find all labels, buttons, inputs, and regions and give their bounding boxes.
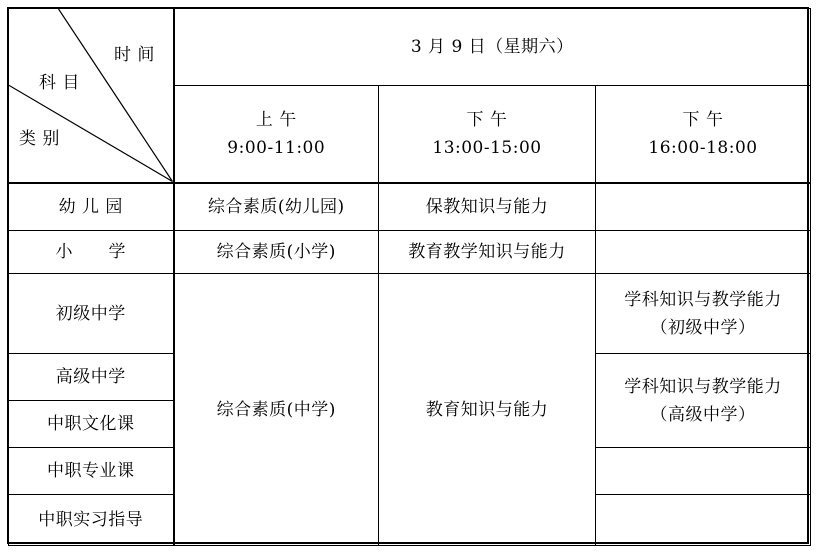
session-afternoon1-time: 13:00-15:00 (432, 137, 542, 158)
exam-schedule-table (8, 8, 811, 546)
kindergarten-session2-subject: 保教知识与能力 (379, 183, 596, 231)
session-afternoon1-label: 下 午 (466, 109, 508, 130)
session-afternoon2-time: 16:00-18:00 (648, 137, 758, 158)
exam-date-cell: 3 月 9 日（星期六） (174, 9, 811, 86)
corner-category-label: 类 别 (19, 129, 60, 149)
corner-time-label: 时 间 (114, 45, 155, 65)
kindergarten-session3-subject (596, 183, 811, 231)
senior-subject-line2: （高级中学） (650, 404, 756, 425)
junior-subject-line2: （初级中学） (650, 317, 756, 338)
session-afternoon1-cell (379, 86, 596, 183)
category-junior-middle: 初级中学 (9, 274, 174, 354)
session-morning-time: 9:00-11:00 (227, 137, 326, 158)
category-vocational-major: 中职专业课 (9, 448, 174, 495)
header-corner-cell (9, 9, 174, 183)
session-morning-label: 上 午 (255, 109, 297, 130)
primary-session1-subject: 综合素质(小学) (174, 231, 379, 274)
session-afternoon2-cell (596, 86, 811, 183)
primary-session3-subject (596, 231, 811, 274)
session-afternoon2-label: 下 午 (682, 109, 724, 130)
senior-session3-subject (596, 354, 811, 448)
category-vocational-culture: 中职文化课 (9, 401, 174, 448)
secondary-session1-subject: 综合素质(中学) (174, 274, 379, 546)
junior-session3-subject (596, 274, 811, 354)
vocational-practice-session3-subject (596, 495, 811, 546)
junior-subject-line1: 学科知识与教学能力 (624, 289, 782, 310)
session-morning-cell (174, 86, 379, 183)
corner-diagonal-lines (9, 9, 173, 182)
category-kindergarten: 幼 儿 园 (9, 183, 174, 231)
secondary-session2-subject: 教育知识与能力 (379, 274, 596, 546)
vocational-major-session3-subject (596, 448, 811, 495)
primary-session2-subject: 教育教学知识与能力 (379, 231, 596, 274)
category-vocational-practice: 中职实习指导 (9, 495, 174, 546)
corner-subject-label: 科 目 (39, 73, 80, 93)
senior-subject-line1: 学科知识与教学能力 (624, 376, 782, 397)
kindergarten-session1-subject: 综合素质(幼儿园) (174, 183, 379, 231)
category-primary: 小 学 (9, 231, 174, 274)
category-senior-middle: 高级中学 (9, 354, 174, 401)
